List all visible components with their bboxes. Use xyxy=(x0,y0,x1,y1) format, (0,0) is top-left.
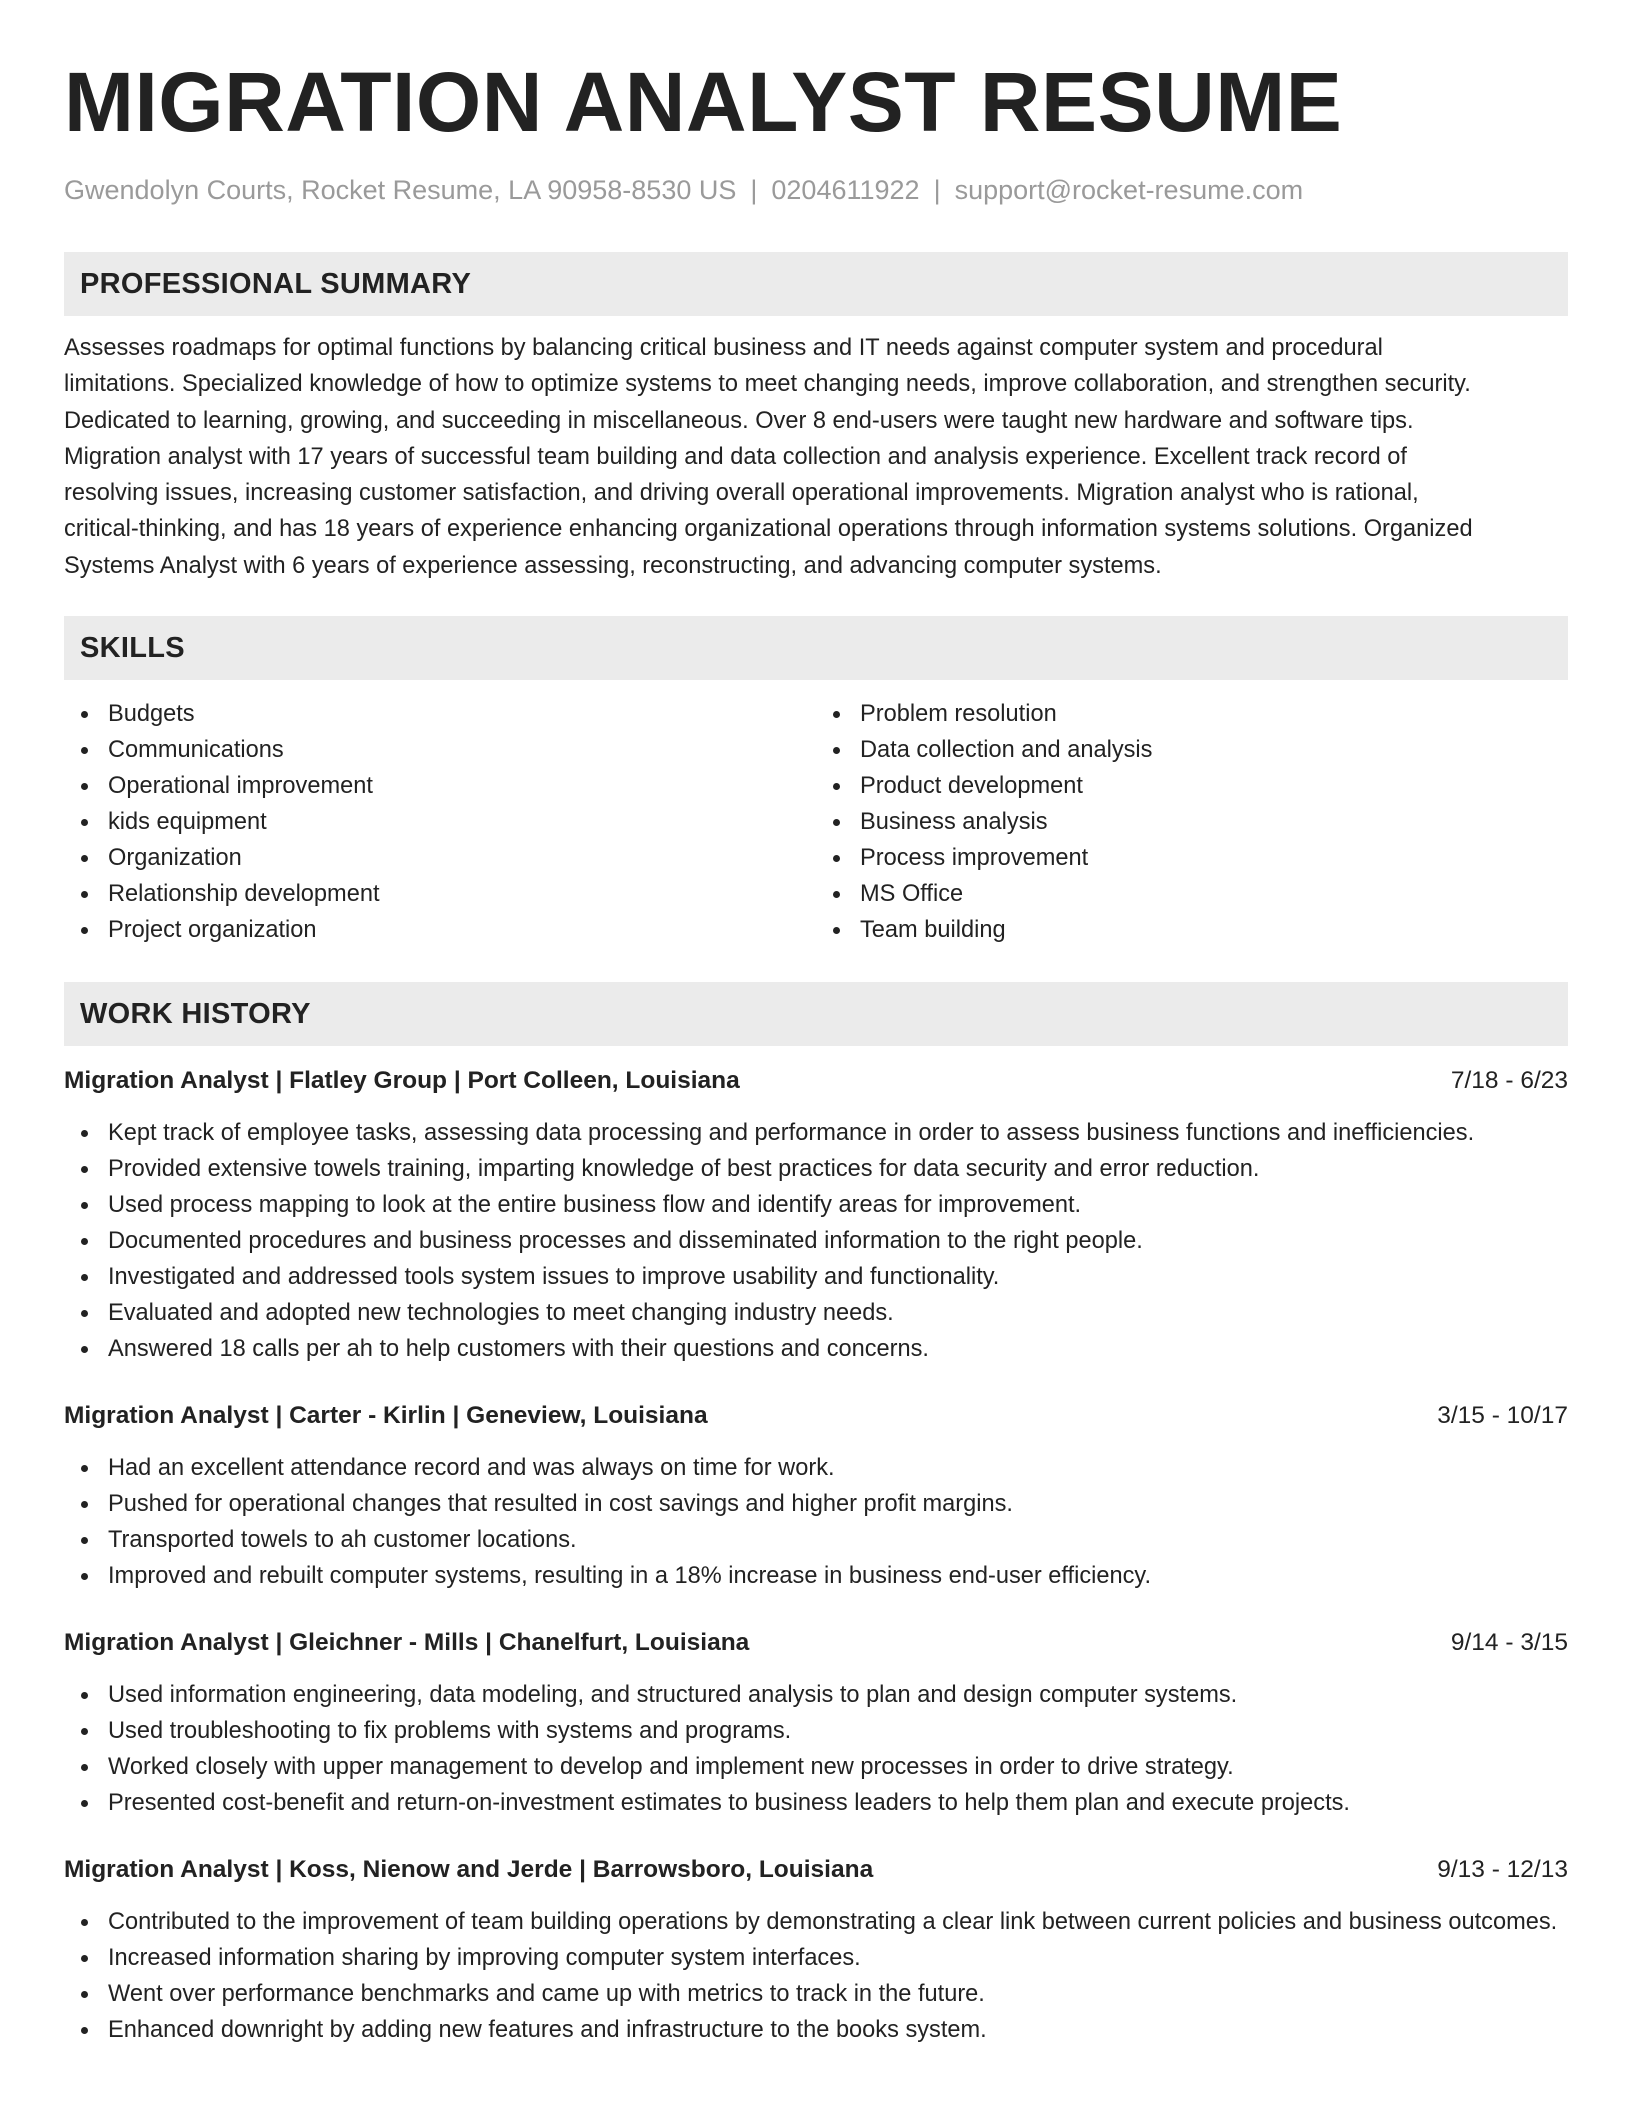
summary-line: critical-thinking, and has 18 years of experience enhancing organizational operations through information systems solutions. Organized xyxy=(64,516,1473,543)
job-bullet: Worked closely with upper management to develop and implement new processes in order to drive strategy. xyxy=(108,1749,1568,1785)
summary-line: Systems Analyst with 6 years of experience assessing, reconstructing, and advancing computer systems. xyxy=(64,552,1162,579)
job-header xyxy=(64,1853,1568,1887)
skills-column-left xyxy=(64,696,816,948)
job-dates: 9/13 - 12/13 xyxy=(1437,1856,1568,1884)
job-bullet: Used process mapping to look at the entire business flow and identify areas for improvement. xyxy=(108,1187,1568,1223)
skill-item: Operational improvement xyxy=(108,768,816,804)
summary-line: resolving issues, increasing customer satisfaction, and driving overall operational improvements. Migration analyst who is rational, xyxy=(64,480,1419,507)
job-bullet: Went over performance benchmarks and came up with metrics to track in the future. xyxy=(108,1976,1568,2012)
job-bullet: Documented procedures and business processes and disseminated information to the right people. xyxy=(108,1223,1568,1259)
skill-item: Data collection and analysis xyxy=(860,732,1568,768)
skill-item: Process improvement xyxy=(860,840,1568,876)
skills-column-right xyxy=(816,696,1568,948)
job-bullets xyxy=(64,1904,1568,2048)
skill-item: Organization xyxy=(108,840,816,876)
job-bullet: Presented cost-benefit and return-on-investment estimates to business leaders to help them plan and execute projects. xyxy=(108,1785,1568,1821)
job-bullet: Used information engineering, data modeling, and structured analysis to plan and design computer systems. xyxy=(108,1677,1568,1713)
job-header xyxy=(64,1626,1568,1660)
job-entry xyxy=(64,1853,1568,2048)
resume-title: MIGRATION ANALYST RESUME xyxy=(64,55,1343,149)
summary-line: Migration analyst with 17 years of successful team building and data collection and analysis experience. Excellent track record of xyxy=(64,443,1407,470)
skill-item: Product development xyxy=(860,768,1568,804)
section-header-summary: PROFESSIONAL SUMMARY xyxy=(64,252,1568,316)
skill-item: Communications xyxy=(108,732,816,768)
job-header xyxy=(64,1064,1568,1098)
job-bullets xyxy=(64,1677,1568,1821)
job-bullet: Kept track of employee tasks, assessing data processing and performance in order to assess business functions and inefficiencies. xyxy=(108,1115,1568,1151)
skill-item: Problem resolution xyxy=(860,696,1568,732)
skill-item: kids equipment xyxy=(108,804,816,840)
job-bullet: Increased information sharing by improving computer system interfaces. xyxy=(108,1940,1568,1976)
job-entry xyxy=(64,1064,1568,1367)
job-entry xyxy=(64,1399,1568,1594)
summary-text xyxy=(64,330,1568,584)
job-bullet: Enhanced downright by adding new features and infrastructure to the books system. xyxy=(108,2012,1568,2048)
job-dates: 9/14 - 3/15 xyxy=(1450,1629,1568,1657)
skill-item: Relationship development xyxy=(108,876,816,912)
job-bullet: Had an excellent attendance record and was always on time for work. xyxy=(108,1450,1568,1486)
skill-item: Budgets xyxy=(108,696,816,732)
skill-item: MS Office xyxy=(860,876,1568,912)
section-header-work-history: WORK HISTORY xyxy=(64,982,1568,1046)
summary-line: Assesses roadmaps for optimal functions by balancing critical business and IT needs against computer system and procedural xyxy=(64,335,1383,361)
job-title: Migration Analyst | Flatley Group | Port Colleen, Louisiana xyxy=(64,1067,740,1095)
job-dates: 7/18 - 6/23 xyxy=(1450,1067,1568,1095)
job-bullet: Investigated and addressed tools system issues to improve usability and functionality. xyxy=(108,1259,1568,1295)
job-bullet: Transported towels to ah customer locations. xyxy=(108,1522,1568,1558)
summary-line: Dedicated to learning, growing, and succeeding in miscellaneous. Over 8 end-users were taught new hardware and software tips. xyxy=(64,407,1414,434)
skill-item: Business analysis xyxy=(860,804,1568,840)
job-bullet: Contributed to the improvement of team building operations by demonstrating a clear link between current policies and business outcomes. xyxy=(108,1904,1568,1940)
job-title: Migration Analyst | Koss, Nienow and Jerde | Barrowsboro, Louisiana xyxy=(64,1856,874,1884)
contact-phone: 0204611922 xyxy=(771,175,920,205)
job-bullet: Provided extensive towels training, imparting knowledge of best practices for data security and error reduction. xyxy=(108,1151,1568,1187)
job-title: Migration Analyst | Carter - Kirlin | Geneview, Louisiana xyxy=(64,1402,708,1430)
job-bullets xyxy=(64,1115,1568,1367)
job-bullet: Improved and rebuilt computer systems, resulting in a 18% increase in business end-user efficiency. xyxy=(108,1558,1568,1594)
job-dates: 3/15 - 10/17 xyxy=(1437,1402,1568,1430)
contact-separator: | xyxy=(750,175,758,205)
job-bullet: Answered 18 calls per ah to help customers with their questions and concerns. xyxy=(108,1331,1568,1367)
contact-line xyxy=(64,172,1568,208)
skill-item: Team building xyxy=(860,912,1568,948)
job-bullet: Pushed for operational changes that resulted in cost savings and higher profit margins. xyxy=(108,1486,1568,1522)
job-entry xyxy=(64,1626,1568,1821)
contact-address: Gwendolyn Courts, Rocket Resume, LA 90958-8530 US xyxy=(64,175,737,205)
skills-list xyxy=(64,696,1568,948)
job-bullet: Evaluated and adopted new technologies to meet changing industry needs. xyxy=(108,1295,1568,1331)
job-bullets xyxy=(64,1450,1568,1594)
contact-email: support@rocket-resume.com xyxy=(954,175,1304,205)
job-title: Migration Analyst | Gleichner - Mills | Chanelfurt, Louisiana xyxy=(64,1629,750,1657)
job-bullet: Used troubleshooting to fix problems with systems and programs. xyxy=(108,1713,1568,1749)
section-header-skills: SKILLS xyxy=(64,616,1568,680)
contact-separator: | xyxy=(933,175,941,205)
summary-line: limitations. Specialized knowledge of how to optimize systems to meet changing needs, improve collaboration, and strengthen security. xyxy=(64,371,1471,398)
job-header xyxy=(64,1399,1568,1433)
skill-item: Project organization xyxy=(108,912,816,948)
